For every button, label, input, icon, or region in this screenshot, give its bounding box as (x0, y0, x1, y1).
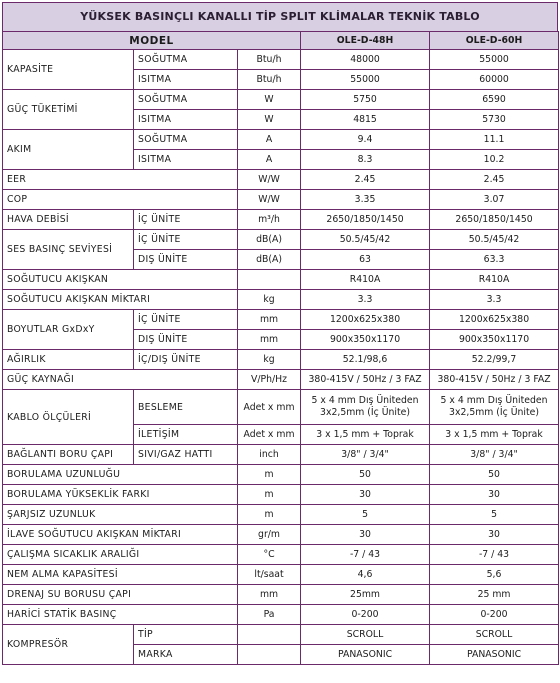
spec-unit: W/W (238, 190, 301, 210)
spec-row (3, 350, 559, 370)
spec-row (3, 465, 559, 485)
spec-sub-label: MARKA (134, 645, 238, 665)
spec-value-col2: -7 / 43 (430, 545, 559, 565)
spec-row (3, 585, 559, 605)
spec-value-col2: 3 x 1,5 mm + Toprak (430, 425, 559, 445)
spec-value-col1: 5750 (301, 90, 430, 110)
spec-value-col2: 2.45 (430, 170, 559, 190)
spec-group-label: BAĞLANTI BORU ÇAPI (3, 445, 134, 465)
spec-value-col2: 5 x 4 mm Dış Üniteden 3x2,5mm (İç Ünite) (430, 390, 559, 425)
spec-group-label: BORULAMA YÜKSEKLİK FARKI (3, 485, 238, 505)
spec-value-col1: 2.45 (301, 170, 430, 190)
spec-unit: mm (238, 310, 301, 330)
spec-value-col2: 1200x625x380 (430, 310, 559, 330)
spec-group-label: KOMPRESÖR (3, 625, 134, 665)
spec-sub-label: İÇ ÜNİTE (134, 310, 238, 330)
spec-unit: mm (238, 585, 301, 605)
spec-group-label: KAPASİTE (3, 50, 134, 90)
spec-sub-label: SOĞUTMA (134, 130, 238, 150)
spec-value-col2: PANASONIC (430, 645, 559, 665)
spec-group-label: ŞARJSIZ UZUNLUK (3, 505, 238, 525)
spec-value-col2: 50.5/45/42 (430, 230, 559, 250)
spec-unit: W (238, 90, 301, 110)
spec-row (3, 210, 559, 230)
spec-value-col1: 48000 (301, 50, 430, 70)
spec-group-label: NEM ALMA KAPASİTESİ (3, 565, 238, 585)
spec-row (3, 130, 559, 150)
spec-group-label: AKIM (3, 130, 134, 170)
spec-value-col2: 5,6 (430, 565, 559, 585)
spec-row (3, 485, 559, 505)
model-header-row (3, 32, 559, 50)
spec-value-col2: 0-200 (430, 605, 559, 625)
table-title: YÜKSEK BASINÇLI KANALLI TİP SPLIT KLİMALAR TEKNİK TABLO (2, 2, 558, 31)
spec-value-col1: -7 / 43 (301, 545, 430, 565)
spec-value-col2: 2650/1850/1450 (430, 210, 559, 230)
spec-value-col1: 900x350x1170 (301, 330, 430, 350)
spec-sub-label: SOĞUTMA (134, 90, 238, 110)
spec-sub-label: TİP (134, 625, 238, 645)
spec-value-col2: 55000 (430, 50, 559, 70)
spec-value-col2: 5730 (430, 110, 559, 130)
spec-group-label: GÜÇ KAYNAĞI (3, 370, 238, 390)
spec-value-col2: R410A (430, 270, 559, 290)
spec-row (3, 270, 559, 290)
spec-unit: Btu/h (238, 50, 301, 70)
spec-group-label: EER (3, 170, 238, 190)
spec-unit (238, 270, 301, 290)
spec-unit: A (238, 150, 301, 170)
spec-value-col2: 5 (430, 505, 559, 525)
spec-sub-label: ISITMA (134, 110, 238, 130)
spec-unit: gr/m (238, 525, 301, 545)
spec-value-col2: 380-415V / 50Hz / 3 FAZ (430, 370, 559, 390)
spec-group-label: DRENAJ SU BORUSU ÇAPI (3, 585, 238, 605)
spec-unit: Pa (238, 605, 301, 625)
spec-sub-label: DIŞ ÜNİTE (134, 330, 238, 350)
spec-row (3, 170, 559, 190)
spec-sub-label: ISITMA (134, 70, 238, 90)
spec-value-col2: 3.07 (430, 190, 559, 210)
spec-unit: °C (238, 545, 301, 565)
spec-value-col1: 63 (301, 250, 430, 270)
spec-value-col2: 10.2 (430, 150, 559, 170)
spec-value-col2: 50 (430, 465, 559, 485)
model-label: MODEL (3, 32, 301, 50)
spec-unit: lt/saat (238, 565, 301, 585)
spec-value-col1: 55000 (301, 70, 430, 90)
spec-group-label: SES BASINÇ SEVİYESİ (3, 230, 134, 270)
spec-unit: A (238, 130, 301, 150)
spec-row (3, 190, 559, 210)
spec-row (3, 445, 559, 465)
spec-group-label: SOĞUTUCU AKIŞKAN MİKTARI (3, 290, 238, 310)
spec-unit: dB(A) (238, 250, 301, 270)
spec-value-col2: 30 (430, 485, 559, 505)
spec-unit: dB(A) (238, 230, 301, 250)
spec-unit: kg (238, 290, 301, 310)
spec-group-label: KABLO ÖLÇÜLERİ (3, 390, 134, 445)
spec-value-col1: 0-200 (301, 605, 430, 625)
spec-unit: m³/h (238, 210, 301, 230)
spec-value-col1: 25mm (301, 585, 430, 605)
spec-value-col2: 25 mm (430, 585, 559, 605)
spec-row (3, 565, 559, 585)
spec-row (3, 605, 559, 625)
spec-row (3, 50, 559, 70)
model-col-2: OLE-D-60H (430, 32, 559, 50)
spec-value-col2: 11.1 (430, 130, 559, 150)
spec-value-col1: 5 (301, 505, 430, 525)
spec-unit: Btu/h (238, 70, 301, 90)
spec-row (3, 290, 559, 310)
spec-value-col2: 900x350x1170 (430, 330, 559, 350)
spec-group-label: COP (3, 190, 238, 210)
spec-value-col1: 9.4 (301, 130, 430, 150)
spec-unit (238, 625, 301, 645)
spec-value-col2: SCROLL (430, 625, 559, 645)
spec-value-col1: 5 x 4 mm Dış Üniteden 3x2,5mm (İç Ünite) (301, 390, 430, 425)
spec-value-col1: 4815 (301, 110, 430, 130)
spec-value-col2: 30 (430, 525, 559, 545)
spec-group-label: BOYUTLAR GxDxY (3, 310, 134, 350)
spec-sub-label: DIŞ ÜNİTE (134, 250, 238, 270)
spec-unit: W/W (238, 170, 301, 190)
spec-row (3, 370, 559, 390)
spec-row (3, 545, 559, 565)
spec-group-label: AĞIRLIK (3, 350, 134, 370)
spec-group-label: ÇALIŞMA SICAKLIK ARALIĞI (3, 545, 238, 565)
model-col-1: OLE-D-48H (301, 32, 430, 50)
spec-value-col1: 50.5/45/42 (301, 230, 430, 250)
spec-value-col1: R410A (301, 270, 430, 290)
spec-value-col1: 380-415V / 50Hz / 3 FAZ (301, 370, 430, 390)
spec-value-col2: 52.2/99,7 (430, 350, 559, 370)
spec-value-col1: 8.3 (301, 150, 430, 170)
spec-row (3, 90, 559, 110)
spec-value-col1: 3 x 1,5 mm + Toprak (301, 425, 430, 445)
spec-row (3, 505, 559, 525)
spec-unit: mm (238, 330, 301, 350)
spec-sheet (2, 2, 558, 665)
spec-value-col1: 1200x625x380 (301, 310, 430, 330)
spec-unit: V/Ph/Hz (238, 370, 301, 390)
spec-value-col1: 30 (301, 525, 430, 545)
spec-value-col1: PANASONIC (301, 645, 430, 665)
spec-sub-label: SIVI/GAZ HATTI (134, 445, 238, 465)
spec-row (3, 310, 559, 330)
spec-value-col1: 3.35 (301, 190, 430, 210)
spec-unit: inch (238, 445, 301, 465)
spec-sub-label: ISITMA (134, 150, 238, 170)
spec-sub-label: İÇ ÜNİTE (134, 230, 238, 250)
spec-value-col1: 2650/1850/1450 (301, 210, 430, 230)
spec-value-col1: 50 (301, 465, 430, 485)
spec-value-col1: SCROLL (301, 625, 430, 645)
spec-sub-label: SOĞUTMA (134, 50, 238, 70)
spec-unit (238, 645, 301, 665)
spec-value-col1: 4,6 (301, 565, 430, 585)
spec-unit: m (238, 485, 301, 505)
spec-group-label: BORULAMA UZUNLUĞU (3, 465, 238, 485)
spec-value-col2: 3/8" / 3/4" (430, 445, 559, 465)
spec-group-label: HAVA DEBİSİ (3, 210, 134, 230)
spec-unit: m (238, 505, 301, 525)
spec-sub-label: İLETİŞİM (134, 425, 238, 445)
spec-unit: Adet x mm (238, 425, 301, 445)
spec-row (3, 230, 559, 250)
spec-sub-label: İÇ/DIŞ ÜNİTE (134, 350, 238, 370)
spec-value-col2: 6590 (430, 90, 559, 110)
spec-row (3, 390, 559, 425)
spec-group-label: SOĞUTUCU AKIŞKAN (3, 270, 238, 290)
spec-value-col1: 52.1/98,6 (301, 350, 430, 370)
spec-unit: kg (238, 350, 301, 370)
spec-row (3, 525, 559, 545)
spec-group-label: İLAVE SOĞUTUCU AKIŞKAN MİKTARI (3, 525, 238, 545)
spec-value-col1: 3/8" / 3/4" (301, 445, 430, 465)
spec-unit: W (238, 110, 301, 130)
spec-value-col2: 3.3 (430, 290, 559, 310)
spec-row (3, 625, 559, 645)
spec-group-label: HARİCİ STATİK BASINÇ (3, 605, 238, 625)
spec-group-label: GÜÇ TÜKETİMİ (3, 90, 134, 130)
spec-value-col1: 30 (301, 485, 430, 505)
spec-sub-label: İÇ ÜNİTE (134, 210, 238, 230)
spec-value-col2: 63.3 (430, 250, 559, 270)
spec-sub-label: BESLEME (134, 390, 238, 425)
spec-table (2, 31, 559, 665)
spec-unit: Adet x mm (238, 390, 301, 425)
spec-value-col1: 3.3 (301, 290, 430, 310)
spec-value-col2: 60000 (430, 70, 559, 90)
spec-unit: m (238, 465, 301, 485)
